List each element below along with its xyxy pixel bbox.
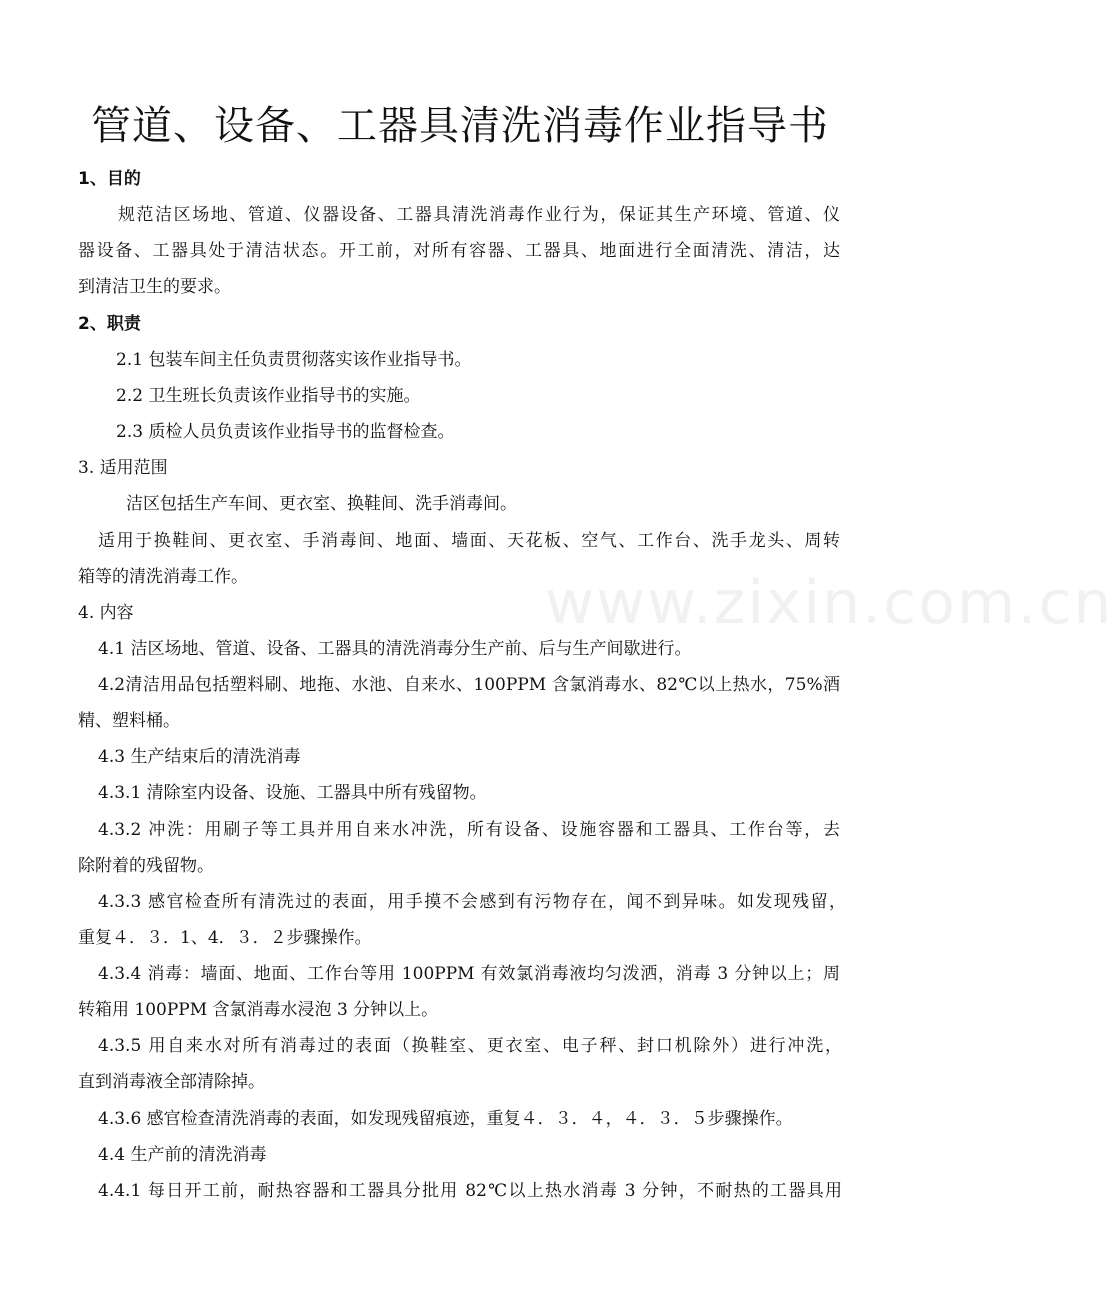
paragraph-line: 除附着的残留物。 (78, 856, 214, 876)
paragraph-line: 器设备、工器具处于清洁状态。开工前，对所有容器、工器具、地面进行全面清洗、清洁，达 (78, 241, 840, 261)
paragraph-line: 规范洁区场地、管道、仪器设备、工器具清洗消毒作业行为，保证其生产环境、管道、仪 (118, 205, 840, 225)
list-item: 4.4.1 每日开工前，耐热容器和工器具分批用 82℃以上热水消毒 3 分钟，不耐热的工器具用 (98, 1181, 842, 1201)
list-item: 2.3 质检人员负责该作业指导书的监督检查。 (116, 422, 455, 442)
list-item: 4.3.6 感官检查清洗消毒的表面，如发现残留痕迹，重复４．３．４，４．３．５步骤操作。 (98, 1109, 793, 1129)
list-item: 4.1 洁区场地、管道、设备、工器具的清洗消毒分生产前、后与生产间歇进行。 (98, 639, 692, 659)
list-item: 4.3.1 清除室内设备、设施、工器具中所有残留物。 (98, 783, 487, 803)
paragraph-line: 重复４．３．1、4．３．２步骤操作。 (78, 928, 372, 948)
list-item: 4.3.3 感官检查所有清洗过的表面，用手摸不会感到有污物存在，闻不到异味。如发现残留， (98, 892, 846, 912)
list-item: 4.3.2 冲洗：用刷子等工具并用自来水冲洗，所有设备、设施容器和工器具、工作台等，去 (98, 820, 840, 840)
paragraph-line: 精、塑料桶。 (78, 711, 180, 731)
list-item: 4.2清洁用品包括塑料刷、地拖、水池、自来水、100PPM 含氯消毒水、82℃以上热水，75%酒 (98, 675, 840, 695)
paragraph-line: 适用于换鞋间、更衣室、手消毒间、地面、墙面、天花板、空气、工作台、洗手龙头、周转 (98, 531, 840, 551)
list-item: 2.1 包装车间主任负责贯彻落实该作业指导书。 (116, 350, 472, 370)
list-item: 4.3.5 用自来水对所有消毒过的表面（换鞋室、更衣室、电子秤、封口机除外）进行冲洗， (98, 1036, 842, 1056)
list-item: 2.2 卫生班长负责该作业指导书的实施。 (116, 386, 421, 406)
paragraph-line: 到清洁卫生的要求。 (78, 277, 231, 297)
section-heading-content: 4. 内容 (78, 603, 134, 623)
subsection-heading: 4.3 生产结束后的清洗消毒 (98, 747, 301, 767)
paragraph-line: 直到消毒液全部清除掉。 (78, 1072, 265, 1092)
paragraph-line: 箱等的清洗消毒工作。 (78, 567, 248, 587)
section-heading-purpose: 1、目的 (78, 169, 141, 189)
paragraph-line: 转箱用 100PPM 含氯消毒水浸泡 3 分钟以上。 (78, 1000, 439, 1020)
section-heading-responsibility: 2、职责 (78, 314, 141, 334)
subsection-heading: 4.4 生产前的清洗消毒 (98, 1145, 267, 1165)
list-item: 4.3.4 消毒：墙面、地面、工作台等用 100PPM 有效氯消毒液均匀泼洒，消毒 3 分钟以上；周 (98, 964, 840, 984)
paragraph-line: 洁区包括生产车间、更衣室、换鞋间、洗手消毒间。 (126, 494, 517, 514)
section-heading-scope: 3. 适用范围 (78, 458, 168, 478)
document-title: 管道、设备、工器具清洗消毒作业指导书 (91, 103, 829, 149)
watermark: www.zixin.com.cn (545, 568, 1113, 638)
